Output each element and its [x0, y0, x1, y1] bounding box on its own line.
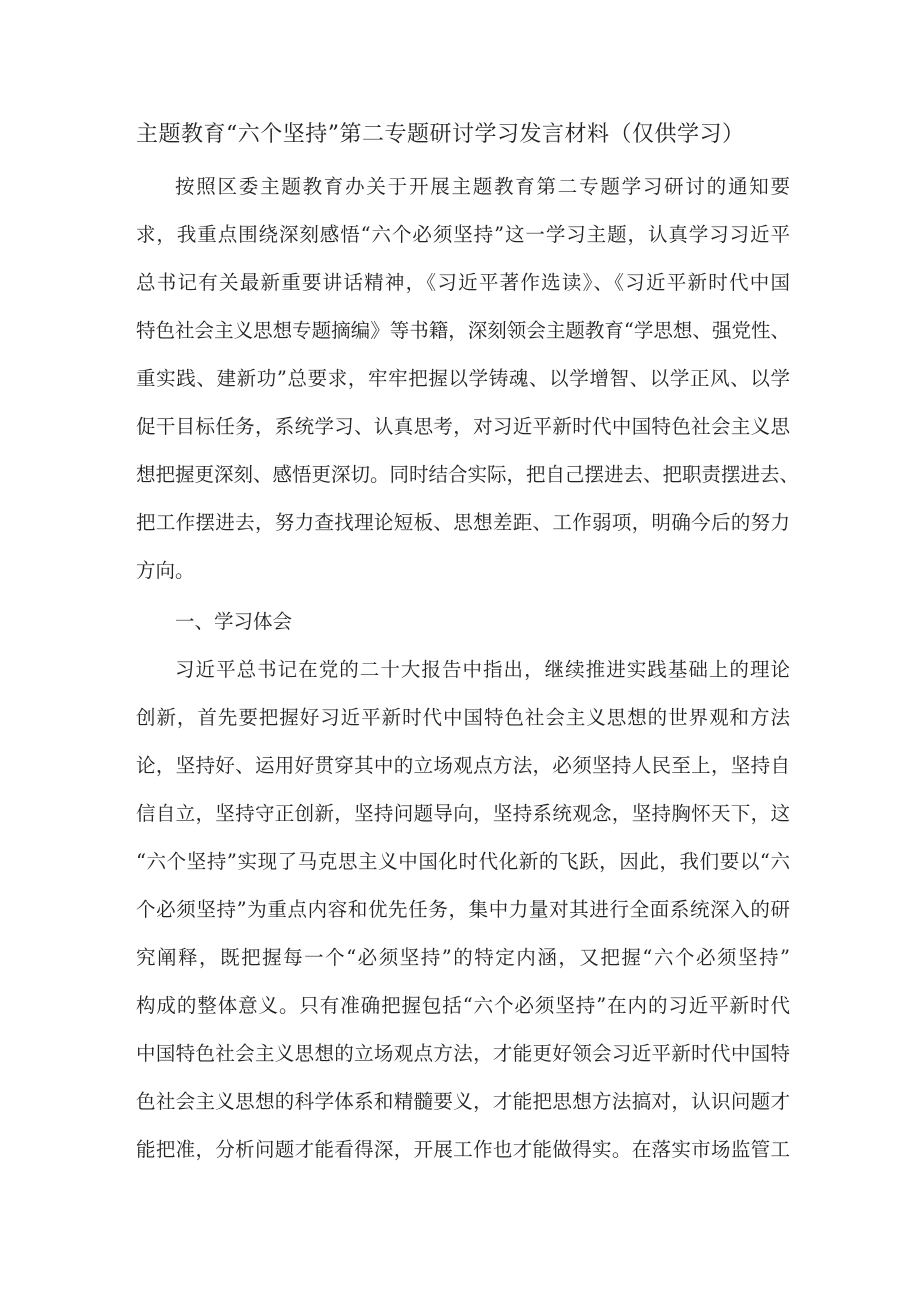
intro-line-6: 促干目标任务，系统学习、认真思考，对习近平新时代中国特色社会主义思: [136, 415, 790, 438]
body-line-11: 能把准，分析问题才能看得深，开展工作也才能做得实。在落实市场监管工: [136, 1138, 790, 1161]
section-heading: 一、学习体会: [175, 610, 293, 633]
body-line-6: 个必须坚持”为重点内容和优先任务，集中力量对其进行全面系统深入的研: [136, 898, 790, 921]
body-line-7: 究阐释，既把握每一个“必须坚持”的特定内涵，又把握“六个必须坚持”: [136, 946, 790, 969]
intro-line-3: 总书记有关最新重要讲话精神，《习近平著作选读》、《习近平新时代中国: [136, 271, 790, 294]
body-line-10: 色社会主义思想的科学体系和精髓要义，才能把思想方法搞对，认识问题才: [136, 1090, 790, 1113]
body-line-3: 论，坚持好、运用好贯穿其中的立场观点方法，必须坚持人民至上，坚持自: [136, 754, 790, 777]
body-line-8: 构成的整体意义。只有准确把握包括“六个必须坚持”在内的习近平新时代: [136, 994, 790, 1017]
intro-line-8: 把工作摆进去，努力查找理论短板、思想差距、工作弱项，明确今后的努力: [136, 511, 790, 534]
intro-line-2: 求，我重点围绕深刻感悟“六个必须坚持”这一学习主题，认真学习习近平: [136, 223, 790, 246]
intro-line-7: 想把握更深刻、感悟更深切。同时结合实际，把自己摆进去、把职责摆进去、: [136, 463, 800, 486]
intro-line-4: 特色社会主义思想专题摘编》等书籍，深刻领会主题教育“学思想、强党性、: [136, 319, 790, 342]
body-line-5: “六个坚持”实现了马克思主义中国化时代化新的飞跃，因此，我们要以“六: [136, 850, 790, 873]
body-line-9: 中国特色社会主义思想的立场观点方法，才能更好领会习近平新时代中国特: [136, 1042, 790, 1065]
intro-line-5: 重实践、建新功”总要求，牢牢把握以学铸魂、以学增智、以学正风、以学: [136, 367, 790, 390]
body-line-2: 创新，首先要把握好习近平新时代中国特色社会主义思想的世界观和方法: [136, 706, 790, 729]
intro-line-1: 按照区委主题教育办关于开展主题教育第二专题学习研讨的通知要: [175, 175, 790, 198]
body-line-1: 习近平总书记在党的二十大报告中指出，继续推进实践基础上的理论: [175, 658, 790, 681]
document-title: 主题教育“六个坚持”第二专题研讨学习发言材料（仅供学习）: [136, 122, 745, 147]
intro-line-9: 方向。: [136, 559, 195, 582]
body-line-4: 信自立，坚持守正创新，坚持问题导向，坚持系统观念，坚持胸怀天下，这: [136, 802, 790, 825]
